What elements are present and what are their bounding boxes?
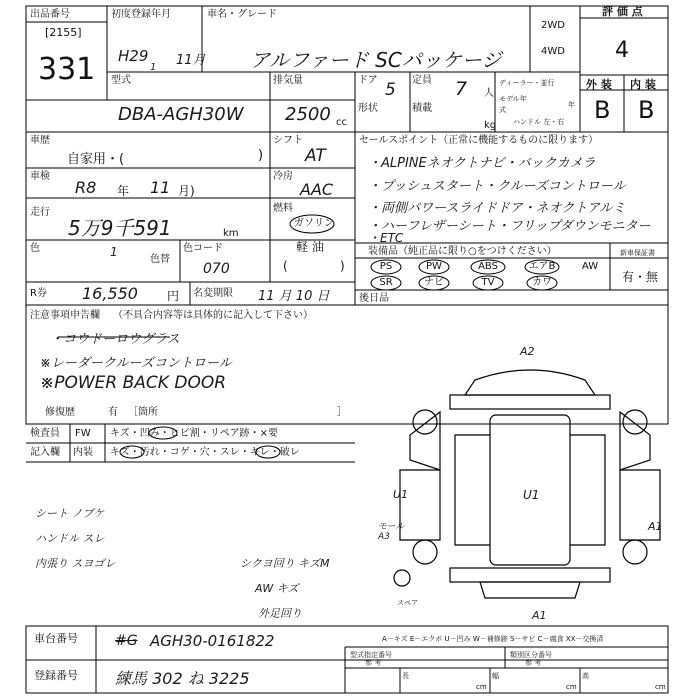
inspector-interior-tag: 内装 <box>73 447 93 458</box>
lot-label: 出品番号 <box>30 9 70 20</box>
remark: 外足回り <box>258 607 302 620</box>
interior-value: B <box>638 96 655 124</box>
drive-4wd: 4WD <box>541 46 565 57</box>
damage-mark-a3: モール A3 <box>378 522 405 542</box>
repair-close: ］ <box>337 407 347 418</box>
size-label-width: 幅 <box>492 672 499 680</box>
warranty-value: 有・無 <box>622 270 659 284</box>
expiry-value: 11 月 10 日 <box>258 289 330 304</box>
size-unit: cm <box>566 683 577 691</box>
displacement-label: 排気量 <box>273 75 303 86</box>
damage-mark-a1-right: A1 <box>648 520 663 533</box>
first-reg-label: 初度登録年月 <box>111 9 171 20</box>
drive-2wd: 2WD <box>541 20 565 31</box>
remark: AW キズ <box>255 582 299 595</box>
remark: ハンドル スレ <box>35 532 105 545</box>
inspection-month: 11 <box>150 178 171 197</box>
score-label: 評 価 点 <box>602 5 643 18</box>
load-label: 積載 <box>412 103 432 114</box>
exterior-value: B <box>594 96 611 124</box>
dealer-label: ディーラー・並行 <box>499 79 555 87</box>
equip-aw: AW <box>581 261 599 272</box>
equip-kawa: カワ <box>532 277 552 288</box>
inspector-label-2: 記入欄 <box>30 447 60 458</box>
inspector-row2-text: キズ・汚れ・コゲ・穴・スレ・キレ・破レ <box>110 447 300 458</box>
spare-label: スペア <box>397 599 418 607</box>
displacement-value: 2500 <box>285 104 331 125</box>
rear-items-label: 後日品 <box>359 293 389 304</box>
type-number-label: 型式指定番号 <box>350 651 392 659</box>
load-unit: kg <box>484 120 497 131</box>
color-code-value: 070 <box>203 261 230 277</box>
inspection-year: R8 <box>75 178 97 197</box>
sales-point-item: ・両側パワースライドドア・ネオクトアルミ <box>368 201 626 216</box>
equip-sr: SR <box>379 277 393 288</box>
sales-point-item: ・ETC <box>368 231 404 245</box>
size-label-height: 高 <box>582 672 589 680</box>
damage-mark-a2: A2 <box>520 345 535 358</box>
inspector-fw-tag: FW <box>75 428 91 439</box>
chassis-prefix: #G <box>115 633 138 649</box>
chassis-value: AGH30-0161822 <box>150 632 275 650</box>
fuel-label: 燃料 <box>273 203 293 214</box>
handle-label: ハンドル 左・右 <box>513 118 565 126</box>
shift-label: シフト <box>273 135 303 146</box>
lot-number: 331 <box>38 52 96 87</box>
capacity-unit: 人 <box>484 88 494 99</box>
equip-pw: PW <box>426 261 442 272</box>
registration-label: 登録番号 <box>34 669 78 682</box>
inspector-row1-text: キズ・凹み・ヒビ割・リペア跡・×要 <box>110 428 278 439</box>
lot-code: [2155] <box>45 26 82 39</box>
first-reg-tick: 1 <box>150 62 157 73</box>
note-item: ・コウドーロウグラス <box>50 332 180 347</box>
inspection-month-unit: 月) <box>178 184 195 198</box>
color-code-label: 色コード <box>183 243 223 254</box>
sales-point-item: ・プッシュスタート・クルーズコントロール <box>368 179 626 194</box>
remark: シート ノブケ <box>35 507 105 520</box>
fuel-diesel: 軽 油 <box>296 240 324 254</box>
mileage-label: 走行 <box>30 207 50 218</box>
repair-place: ［箇所 <box>128 407 158 418</box>
score-value: 4 <box>615 38 629 63</box>
aircon-label: 冷房 <box>273 171 293 182</box>
color-tick: 1 <box>110 245 118 259</box>
mileage-unit: km <box>223 228 239 239</box>
remark: 内張り スヨゴレ <box>35 557 116 570</box>
model-value: DBA-AGH30W <box>118 104 244 125</box>
damage-mark-u1-center: U1 <box>523 488 540 502</box>
expiry-label: 名変期限 <box>193 288 233 299</box>
recycle-value: 16,550 <box>82 284 138 303</box>
car-name-label: 車名・グレード <box>207 9 277 20</box>
exterior-label: 外 装 <box>586 78 612 91</box>
damage-mark-a1-bottom: A1 <box>532 609 547 622</box>
recycle-unit: 円 <box>167 289 180 303</box>
note-item: ※POWER BACK DOOR <box>40 373 227 393</box>
car-damage-diagram <box>380 340 680 630</box>
notes-sub-label: （不具合内容等は具体的に記入して下さい） <box>113 310 313 321</box>
size-unit: cm <box>476 683 487 691</box>
inspection-label: 車検 <box>30 171 50 182</box>
fuel-paren-open: ( <box>283 259 288 273</box>
capacity-label: 定員 <box>412 75 432 86</box>
equip-abs: ABS <box>478 261 498 272</box>
class-number-label: 類別区分番号 <box>510 651 552 659</box>
color-exchange-label: 色替 <box>150 254 170 265</box>
fuel-gas: ガソリン <box>294 218 334 229</box>
fuel-paren-close: ) <box>340 259 345 273</box>
shift-value: AT <box>305 146 326 166</box>
note-item: ※レーダークルーズコントロール <box>40 356 232 371</box>
equip-airbag: エアB <box>528 261 556 272</box>
chassis-label: 車台番号 <box>34 632 78 645</box>
repair-label: 修復歴 <box>45 407 75 418</box>
doors-value: 5 <box>385 80 396 100</box>
interior-label: 内 装 <box>630 78 656 91</box>
repair-value: 有 <box>108 407 118 418</box>
damage-mark-u1-left: U1 <box>393 488 409 501</box>
type-ref: 参 考 <box>365 659 382 667</box>
model-year-label: モデル年式 <box>499 95 527 114</box>
recycle-label: R券 <box>30 288 47 299</box>
history-value: 自家用・( <box>67 152 125 167</box>
shape-label: 形状 <box>358 103 378 114</box>
first-reg-month: 11月 <box>176 53 206 68</box>
history-label: 車歴 <box>30 135 50 146</box>
equip-navi: ナビ <box>424 277 444 288</box>
new-warranty-label: 新車保証書 <box>620 249 655 257</box>
remark: シクヨ回り キズM <box>240 557 330 570</box>
displacement-unit: cc <box>336 117 347 128</box>
doors-label: ドア <box>358 75 378 86</box>
model-label: 型式 <box>111 75 131 86</box>
capacity-value: 7 <box>455 78 468 100</box>
aircon-value: AAC <box>300 180 334 199</box>
equip-tv: TV <box>481 277 495 288</box>
damage-legend: A－キズ E－エクボ U－凹み W－補修跡 S－サビ C－腐食 XX－交換済 <box>382 635 604 643</box>
mileage-value: 5万9千591 <box>68 216 172 240</box>
first-reg-year: H29 <box>118 47 149 65</box>
sales-point-item: ・ALPINEネオクトナビ・バックカメラ <box>368 156 596 171</box>
size-label-length: 長 <box>402 672 409 680</box>
car-name-value: アルファード SCパッケージ <box>250 48 502 72</box>
sales-points-label: セールスポイント（正常に機能するものに限ります） <box>359 135 599 146</box>
history-close: ) <box>258 148 264 163</box>
color-label: 色 <box>30 243 40 254</box>
inspection-year-unit: 年 <box>117 184 130 198</box>
sales-point-item: ・ハーフレザーシート・フリップダウンモニター <box>368 219 651 234</box>
registration-value: 練馬 302 ね 3225 <box>115 669 250 688</box>
model-year-unit: 年 <box>568 101 575 109</box>
inspector-label: 検査員 <box>30 428 60 439</box>
equip-ps: PS <box>379 261 393 272</box>
notes-label: 注意事項申告欄 <box>30 310 100 321</box>
equipment-label: 装備品（純正品に限り○をつけください） <box>368 246 557 257</box>
class-ref: 参 考 <box>525 659 542 667</box>
size-unit: cm <box>655 683 666 691</box>
